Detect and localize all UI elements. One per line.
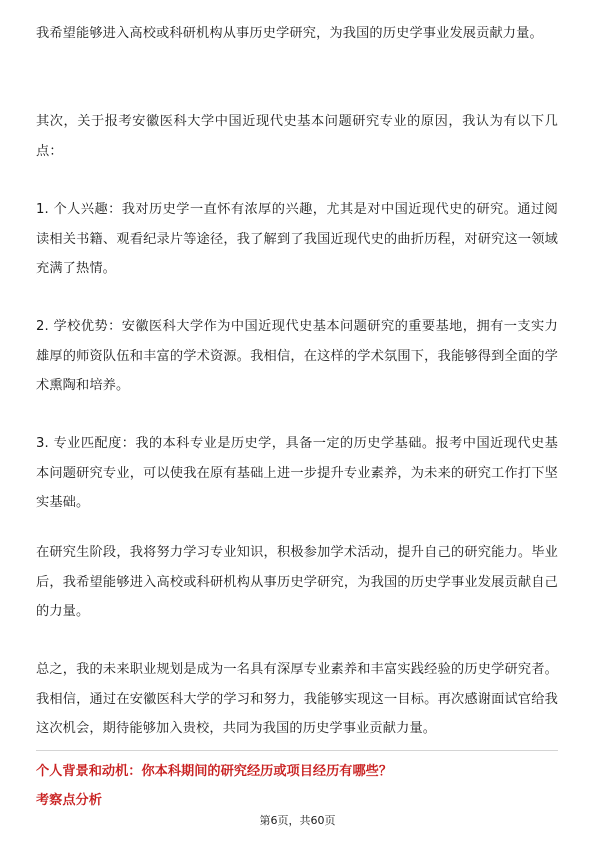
paragraph-reason-major: 3. 专业匹配度：我的本科专业是历史学，具备一定的历史学基础。报考中国近现代史基本问题研究专业，可以使我在原有基础上进一步提升专业素养，为未来的研究工作打下坚实基础。 bbox=[36, 436, 558, 510]
paragraph-reason-interest: 1. 个人兴趣：我对历史学一直怀有浓厚的兴趣，尤其是对中国近现代史的研究。通过阅读相关书籍、观看纪录片等途径，我了解到了我国近现代史的曲折历程，对研究这一领域充满了热情。 bbox=[36, 202, 558, 276]
paragraph-career-goal: 我希望能够进入高校或科研机构从事历史学研究，为我国的历史学事业发展贡献力量。 bbox=[36, 26, 543, 41]
paragraph-reason-school: 2. 学校优势：安徽医科大学作为中国近现代史基本问题研究的重要基地，拥有一支实力雄厚的师资队伍和丰富的学术资源。我相信，在这样的学术氛围下，我能够得到全面的学术熏陶和培养。 bbox=[36, 319, 558, 393]
section-divider bbox=[36, 750, 558, 751]
paragraph-reasons-intro: 其次，关于报考安徽医科大学中国近现代史基本问题研究专业的原因，我认为有以下几点： bbox=[36, 114, 558, 159]
analysis-heading: 考察点分析 bbox=[36, 793, 102, 808]
document-page bbox=[36, 0, 558, 842]
paragraph-graduate-plan: 在研究生阶段，我将努力学习专业知识，积极参加学术活动，提升自己的研究能力。毕业后，我希望能够进入高校或科研机构从事历史学研究，为我国的历史学事业发展贡献自己的力量。 bbox=[36, 545, 558, 619]
paragraph-conclusion: 总之，我的未来职业规划是成为一名具有深厚专业素养和丰富实践经验的历史学研究者。我相信，通过在安徽医科大学的学习和努力，我能够实现这一目标。再次感谢面试官给我这次机会，期待能够加入贵校，共同为我国的历史学事业贡献力量。 bbox=[36, 662, 558, 736]
interview-question: 个人背景和动机：你本科期间的研究经历或项目经历有哪些？ bbox=[36, 764, 393, 779]
page-number-footer: 第6页，共60页 bbox=[259, 814, 336, 827]
